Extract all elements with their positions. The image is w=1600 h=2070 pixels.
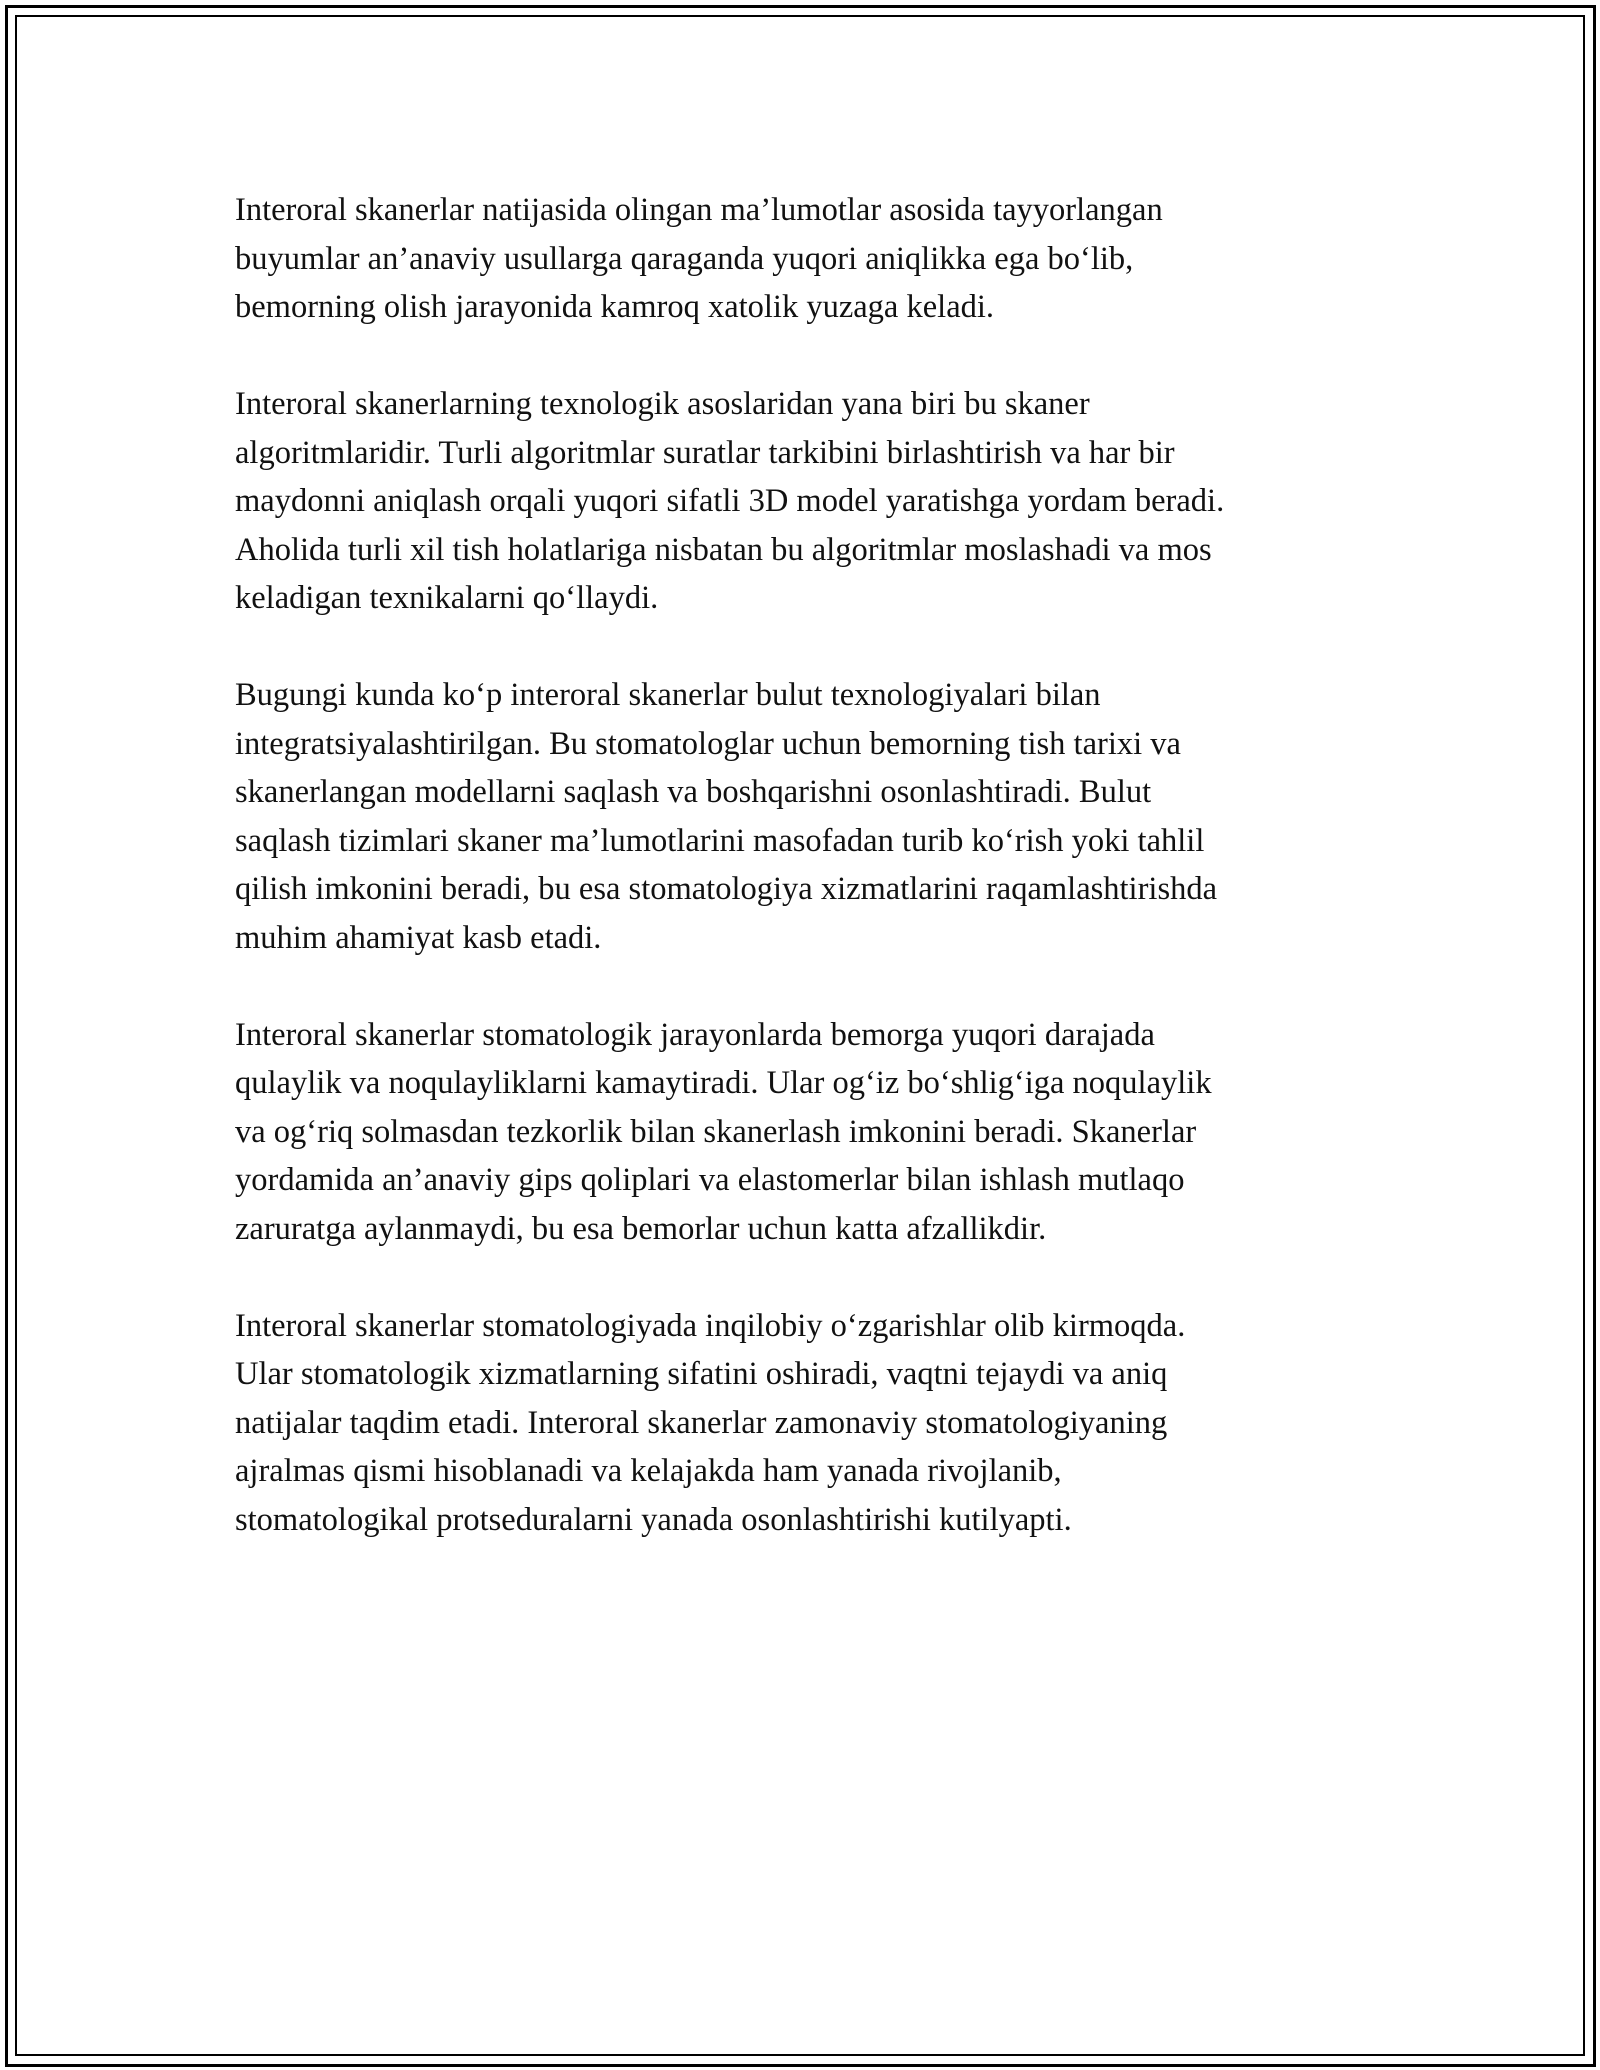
text-line: yordamida an’anaviy gips qoliplari va elastomerlar bilan ishlash mutlaqo	[235, 1162, 1185, 1198]
text-line: muhim ahamiyat kasb etadi.	[235, 919, 602, 956]
text-line: qulaylik va noqulayliklarni kamaytiradi. Ular og‘iz bo‘shlig‘iga noqulaylik	[235, 1065, 1212, 1101]
text-line: bemorning olish jarayonida kamroq xatolik yuzaga keladi.	[235, 289, 995, 325]
text-line: qilish imkonini beradi, bu esa stomatologiya xizmatlarini raqamlashtirishda	[235, 871, 1218, 907]
text-line: natijalar taqdim etadi. Interoral skanerlar zamonaviy stomatologiyaning	[235, 1404, 1168, 1441]
text-line: Interoral skanerlar natijasida olingan ma’lumotlar asosida tayyorlangan	[235, 192, 1163, 228]
text-line: skanerlangan modellarni saqlash va boshqarishni osonlashtiradi. Bulut	[235, 774, 1152, 810]
text-line: integratsiyalashtirilgan. Bu stomatologlar uchun bemorning tish tarixi va	[235, 725, 1181, 762]
paragraph-4	[235, 1011, 1370, 1254]
paragraph-5	[235, 1302, 1370, 1545]
text-line: Interoral skanerlarning texnologik asoslaridan yana biri bu skaner	[235, 386, 1090, 422]
text-line: ajralmas qismi hisoblanadi va kelajakda ham yanada rivojlanib,	[235, 1453, 1062, 1489]
text-line: zaruratga aylanmaydi, bu esa bemorlar uchun katta afzallikdir.	[235, 1210, 1047, 1247]
text-line: algoritmlaridir. Turli algoritmlar suratlar tarkibini birlashtirish va har bir	[235, 434, 1175, 471]
text-line: Interoral skanerlar stomatologik jarayonlarda bemorga yuqori darajada	[235, 1016, 1155, 1053]
text-line: va og‘riq solmasdan tezkorlik bilan skanerlash imkonini beradi. Skanerlar	[235, 1113, 1197, 1150]
text-line: Interoral skanerlar stomatologiyada inqilobiy o‘zgarishlar olib kirmoqda.	[235, 1307, 1186, 1344]
paragraph-1	[235, 186, 1370, 332]
text-line: Bugungi kunda ko‘p interoral skanerlar bulut texnologiyalari bilan	[235, 677, 1101, 713]
text-line: maydonni aniqlash orqali yuqori sifatli 3D model yaratishga yordam beradi.	[235, 483, 1225, 519]
paragraph-2	[235, 380, 1370, 623]
text-line: keladigan texnikalarni qo‘llaydi.	[235, 580, 659, 616]
text-line: buyumlar an’anaviy usullarga qaraganda yuqori aniqlikka ega bo‘lib,	[235, 240, 1134, 277]
text-line: stomatologikal protseduralarni yanada osonlashtirishi kutilyapti.	[235, 1501, 1072, 1538]
paragraph-3	[235, 671, 1370, 962]
document-body	[235, 186, 1370, 1593]
text-line: Ular stomatologik xizmatlarning sifatini oshiradi, vaqtni tejaydi va aniq	[235, 1356, 1168, 1392]
text-line: saqlash tizimlari skaner ma’lumotlarini masofadan turib ko‘rish yoki tahlil	[235, 822, 1205, 859]
text-line: Aholida turli xil tish holatlariga nisbatan bu algoritmlar moslashadi va mos	[235, 531, 1212, 568]
